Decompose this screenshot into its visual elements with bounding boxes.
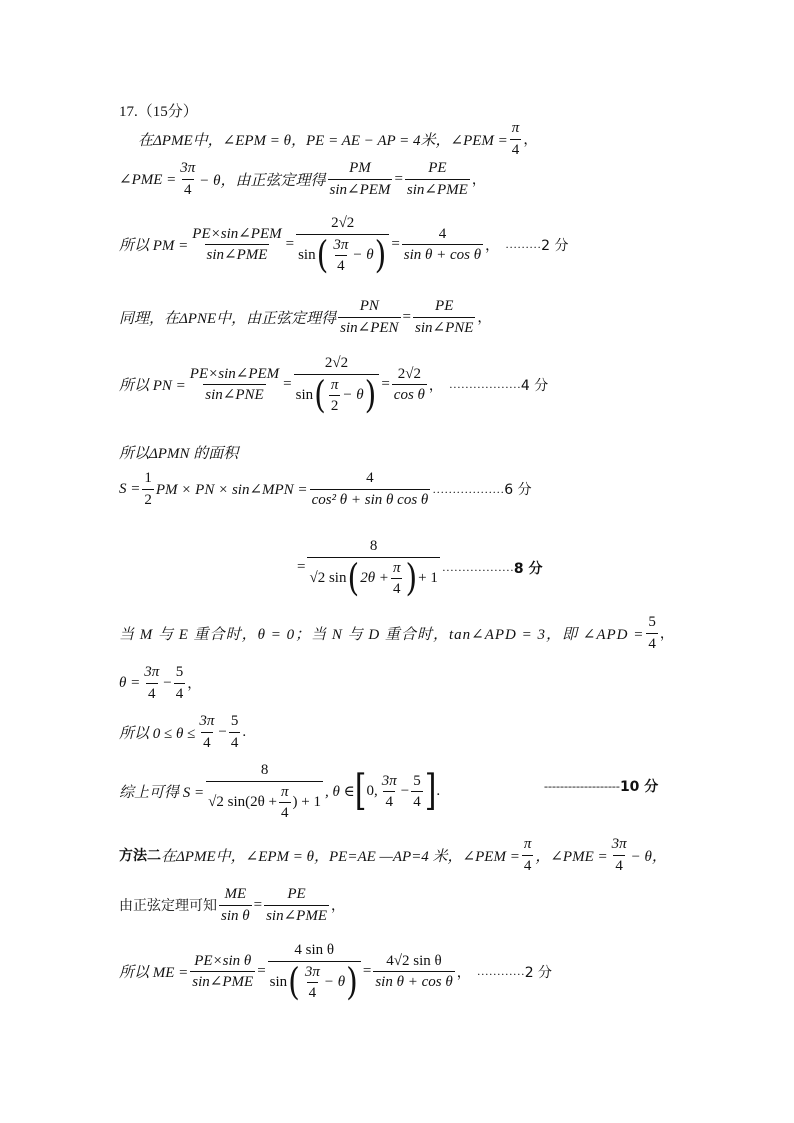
- l4-n1: PN: [359, 298, 379, 314]
- l3-ipn: 3π: [333, 236, 349, 253]
- l13-frac-2: [610, 836, 629, 874]
- l15-score: 2 分: [524, 964, 553, 981]
- l15-frac-3: [373, 953, 454, 991]
- line-9: [119, 614, 674, 652]
- l11-frac-2: [229, 713, 241, 751]
- l3-iptail: − θ: [352, 247, 374, 264]
- l3-eq2: =: [391, 236, 400, 253]
- line-15: [119, 942, 552, 1002]
- l1-den: 4: [510, 139, 522, 159]
- l1-num: π: [511, 120, 520, 136]
- l12-ifrac-2: [411, 773, 423, 811]
- l12-rbracket: ]: [424, 766, 437, 816]
- l3-d3: sin θ + cos θ: [402, 244, 483, 264]
- l3-d2: [296, 234, 389, 275]
- l5-n3: 2√2: [397, 365, 421, 382]
- l12-end: .: [436, 783, 441, 800]
- l4-d1: sin∠PEN: [338, 317, 400, 337]
- l13-n2: 3π: [611, 836, 627, 852]
- l3-score: 2 分: [541, 237, 569, 254]
- l15-ipd: 4: [307, 982, 319, 1002]
- l12-id2: 4: [411, 791, 423, 811]
- l2-n2: PM: [349, 160, 371, 176]
- l3-frac-1: [190, 226, 283, 264]
- l3-sin: sin: [298, 247, 316, 264]
- l13-d2: 4: [613, 855, 625, 875]
- l15-n1: PE×sin θ: [194, 952, 252, 969]
- l8-n1: 8: [369, 538, 378, 554]
- l2-mid: − θ，由正弦定理得: [199, 172, 326, 189]
- l15-n3: 4√2 sin θ: [386, 952, 442, 969]
- l3-text: 所以 PM =: [119, 238, 189, 255]
- l12-mid: , θ ∈: [325, 784, 355, 801]
- l12-dtail: ) + 1: [292, 794, 321, 811]
- l8-rparen: ): [405, 556, 418, 600]
- l15-frac-1: [190, 953, 255, 991]
- l12-im: −: [400, 783, 410, 800]
- l11-n2: 5: [230, 713, 239, 729]
- l7-hd: 2: [142, 489, 154, 509]
- l1-end: ，: [523, 132, 538, 148]
- line-10: [119, 664, 201, 702]
- l12-den: [206, 781, 323, 822]
- l5-n1: PE×sin∠PEM: [189, 365, 280, 382]
- problem-header: [119, 100, 198, 121]
- l4-eq: =: [402, 308, 412, 325]
- l12-text: 综上可得 S =: [119, 785, 205, 802]
- l2-n3: PE: [428, 160, 447, 176]
- l7-d1: cos² θ + sin θ cos θ: [310, 489, 431, 509]
- line-14: [119, 886, 345, 924]
- l5-text: 所以 PN =: [119, 378, 186, 395]
- l4-frac-2: [413, 298, 475, 336]
- l12-pid: 4: [279, 802, 291, 822]
- l14-frac-1: [219, 886, 252, 924]
- l15-eq: =: [257, 963, 266, 980]
- l12-dpre: √2 sin(2θ +: [208, 794, 278, 811]
- l8-pi-frac: [391, 560, 403, 598]
- l15-ipn: 3π: [304, 963, 320, 980]
- l3-ipd: 4: [335, 255, 347, 275]
- l3-frac-3: [402, 226, 483, 264]
- l7-dots: ………………: [432, 481, 505, 496]
- l15-iptail: − θ: [323, 974, 346, 991]
- l5-frac-2: [294, 355, 380, 415]
- l12-n1: 8: [260, 762, 269, 778]
- l3-eq: =: [285, 236, 295, 253]
- line-5: [119, 355, 548, 415]
- l8-frac: [307, 538, 439, 598]
- l5-eq: =: [283, 376, 292, 393]
- l11-frac-1: [197, 713, 216, 751]
- l2-frac-3: [405, 160, 470, 198]
- l5-frac-1: [188, 366, 281, 404]
- l14-n1: ME: [224, 886, 247, 902]
- header-text: 17.（15分）: [119, 104, 198, 120]
- l12-in2: 5: [413, 772, 421, 789]
- l12-lbracket: [: [354, 766, 367, 816]
- l10-minus: −: [163, 674, 172, 691]
- l10-n1: 3π: [144, 664, 160, 680]
- l11-d1: 4: [201, 732, 213, 752]
- l15-end: ，: [456, 964, 471, 981]
- l13-text: 在ΔPME中，∠EPM = θ，PE=AE —AP=4 米，∠PEM =: [161, 848, 520, 865]
- l10-d2: 4: [174, 683, 186, 703]
- l7-score: 6 分: [504, 482, 532, 498]
- line-3: [119, 215, 569, 275]
- l3-lparen: (: [316, 233, 329, 277]
- l5-score: 4 分: [520, 377, 549, 394]
- l2-end: ，: [471, 172, 486, 188]
- l10-d1: 4: [146, 683, 158, 703]
- l4-end: ，: [477, 310, 492, 326]
- l15-d1: sin∠PME: [190, 971, 255, 991]
- l15-text: 所以 ME =: [119, 965, 189, 982]
- l5-d3: cos θ: [392, 384, 427, 404]
- l12-id1: 4: [383, 791, 395, 811]
- l10-end: ，: [187, 676, 202, 692]
- l5-ipd: 2: [329, 395, 341, 415]
- l10-n2: 5: [175, 664, 184, 680]
- l15-lparen: (: [288, 960, 300, 1004]
- l8-eq: =: [297, 559, 306, 576]
- l4-text: 同理，在ΔPNE中，由正弦定理得: [119, 310, 337, 327]
- l4-frac-1: [338, 298, 400, 336]
- l11-minus: −: [218, 723, 227, 740]
- l3-d1: sin∠PME: [205, 244, 270, 264]
- l9-text: 当 M 与 E 重合时，θ = 0；当 N 与 D 重合时，tan∠APD = 3，即 ∠APD =: [119, 626, 645, 643]
- l8-dpre: √2 sin: [309, 570, 347, 587]
- l2-frac-1: [178, 160, 197, 198]
- l5-rparen: ): [364, 373, 377, 417]
- l7-half: [142, 470, 154, 508]
- line-2: [119, 160, 486, 198]
- l2-text: ∠PME =: [119, 171, 177, 188]
- l8-dtail: + 1: [418, 570, 438, 587]
- l8-pin: π: [392, 559, 401, 576]
- line-12-score: [544, 776, 658, 796]
- l3-n1: PE×sin∠PEM: [192, 225, 282, 242]
- l5-sin: sin: [295, 387, 314, 404]
- l1-fraction: [510, 120, 522, 158]
- l15-d3: sin θ + cos θ: [373, 971, 454, 991]
- l11-n1: 3π: [199, 713, 215, 729]
- line-11: [119, 713, 246, 751]
- l13-frac-1: [522, 836, 534, 874]
- line-12: [119, 762, 440, 822]
- l7-S: S =: [119, 480, 141, 497]
- l11-text: 所以 0 ≤ θ ≤: [119, 725, 196, 742]
- l2-n1: 3π: [180, 160, 196, 176]
- l8-pid: 4: [391, 578, 403, 598]
- l7-hn: 1: [144, 470, 152, 486]
- l1-text: 在ΔPME中，∠EPM = θ，PE = AE − AP = 4米，∠PEM =: [138, 132, 508, 149]
- l9-n: 5: [648, 614, 656, 630]
- l5-lparen: (: [314, 373, 326, 417]
- l3-end: ，: [485, 237, 500, 254]
- l13-n1: π: [523, 836, 532, 852]
- l2-d1: 4: [182, 179, 194, 199]
- line-13: [119, 836, 667, 874]
- l8-dots: ………………: [441, 560, 514, 575]
- l5-n2: 2√2: [324, 355, 349, 371]
- l12-pi-frac: [279, 784, 291, 822]
- l7-text: PM × PN × sin∠MPN =: [155, 481, 308, 498]
- l11-end: .: [242, 723, 247, 740]
- l2-d3: sin∠PME: [405, 179, 470, 199]
- line-8: [297, 538, 543, 598]
- l14-d2: sin∠PME: [264, 905, 329, 925]
- l12-dots: -------------------: [544, 778, 620, 793]
- l7-n1: 4: [366, 470, 374, 486]
- l15-eq2: =: [362, 963, 372, 980]
- l9-frac: [646, 614, 658, 652]
- l5-end: ，: [428, 377, 443, 394]
- line-4: [119, 298, 491, 336]
- l15-sin: sin: [269, 974, 288, 991]
- l9-end: ，: [659, 626, 674, 642]
- l15-frac-2: [268, 942, 361, 1002]
- l14-end: ，: [331, 898, 345, 914]
- l13-lead: 方法二: [119, 848, 161, 864]
- l3-frac-2: [296, 215, 389, 275]
- l15-dots: …………: [476, 964, 525, 979]
- l5-iptail: − θ: [342, 387, 364, 404]
- l12-in1: 3π: [381, 772, 397, 789]
- l8-den: [307, 557, 439, 598]
- l5-inner-frac: [329, 377, 341, 415]
- l12-score: 10 分: [619, 779, 659, 795]
- l9-d: 4: [646, 633, 658, 653]
- l13-end: − θ，: [630, 848, 667, 865]
- l11-d2: 4: [229, 732, 241, 752]
- l14-eq: =: [253, 896, 263, 913]
- l14-frac-2: [264, 886, 329, 924]
- l15-rparen: ): [346, 960, 358, 1004]
- l5-d2: [294, 374, 380, 415]
- l2-eq: =: [394, 170, 403, 187]
- l5-dots: ………………: [448, 377, 521, 392]
- l15-d2: [268, 961, 361, 1002]
- l3-n3: 4: [438, 225, 447, 242]
- l6-text: 所以ΔPMN 的面积: [119, 446, 239, 462]
- l4-d2: sin∠PNE: [413, 317, 475, 337]
- line-6: [119, 442, 238, 463]
- l12-frac: [206, 762, 323, 822]
- line-7: [119, 470, 532, 508]
- line-1: [138, 120, 537, 158]
- l8-score: 8 分: [513, 560, 543, 577]
- l14-text: 由正弦定理可知: [119, 898, 217, 914]
- l3-n2: 2√2: [331, 215, 355, 231]
- l14-d1: sin θ: [219, 905, 252, 925]
- l3-rparen: ): [374, 233, 387, 277]
- l13-d1: 4: [522, 855, 534, 875]
- l2-frac-2: [328, 160, 393, 198]
- l10-frac-2: [174, 664, 186, 702]
- l4-n2: PE: [435, 298, 454, 314]
- l3-dots: ………: [505, 237, 542, 252]
- l5-ipn: π: [330, 376, 339, 393]
- l13-mid: ，∠PME =: [535, 848, 608, 865]
- l5-frac-3: [392, 366, 427, 404]
- l2-d2: sin∠PEM: [328, 179, 393, 199]
- l15-inner-frac: [303, 964, 322, 1002]
- l7-frac: [310, 470, 431, 508]
- l12-ifrac-1: [380, 773, 399, 811]
- l10-frac-1: [142, 664, 161, 702]
- l14-n2: PE: [287, 886, 306, 902]
- l5-eq2: =: [381, 376, 390, 393]
- l15-n2: 4 sin θ: [294, 942, 335, 958]
- l10-theta: θ =: [119, 674, 141, 691]
- l8-lparen: (: [347, 556, 360, 600]
- l3-inner-frac: [331, 237, 350, 275]
- l5-d1: sin∠PNE: [203, 384, 265, 404]
- l12-inta: 0,: [366, 783, 378, 800]
- l12-pin: π: [281, 783, 289, 800]
- l8-din: 2θ +: [360, 570, 389, 587]
